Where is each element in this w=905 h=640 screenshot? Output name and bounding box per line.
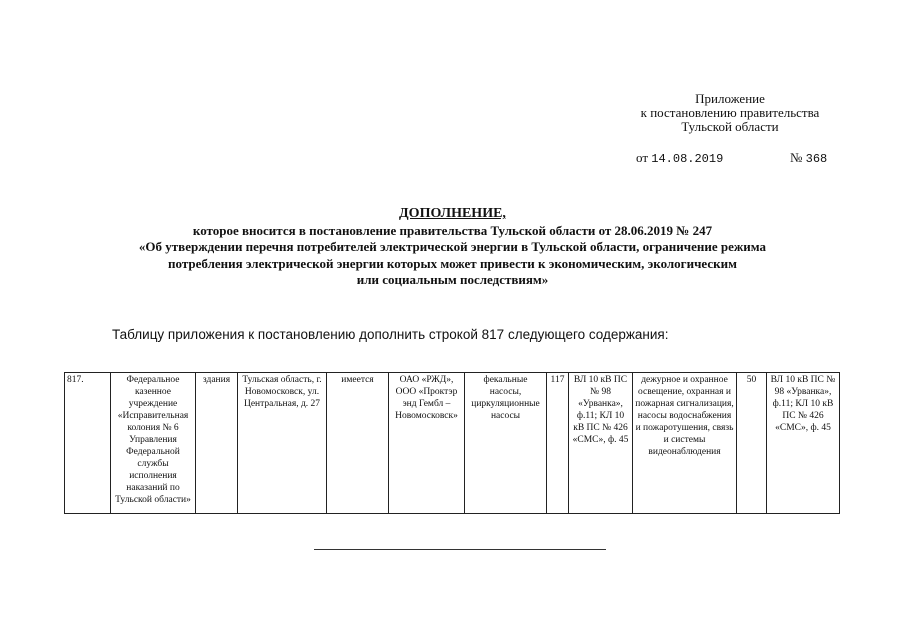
emergency-equipment-cell: дежурное и охранное освещение, охранная и пожарная сигнализация, насосы водоснабжения и пожаротушения, связь и системы видеонаблюдения [633,373,737,514]
availability-cell: имеется [327,373,389,514]
power-lines-cell: ВЛ 10 кВ ПС № 98 «Урванка», ф.11; КЛ 10 кВ ПС № 426 «СМС», ф. 45 [569,373,633,514]
row-number-cell: 817. [65,373,111,514]
resolution-number: 368 [805,152,828,166]
power-value-cell: 117 [547,373,569,514]
appendix-block [600,92,860,134]
emergency-power-cell: 50 [737,373,767,514]
equipment-cell: фекальные насосы, циркуляционные насосы [465,373,547,514]
appendix-line-3: Тульской области [681,119,779,134]
resolution-date: 14.08.2019 [651,152,724,166]
resolution-date-number [636,150,836,166]
document-heading [60,206,845,289]
table-row [65,373,840,514]
heading-line-4: или социальным последствиям» [356,272,549,287]
consumer-name-cell: Федеральное казенное учреждение «Исправительная колония № 6 Управления Федеральной службы исполнения наказаний по Тульской области» [111,373,196,514]
emergency-lines-cell: ВЛ 10 кВ ПС № 98 «Урванка», ф.11; КЛ 10 кВ ПС № 426 «СМС», ф. 45 [767,373,840,514]
address-cell: Тульская область, г. Новомосковск, ул. Центральная, д. 27 [238,373,327,514]
number-sign: № [790,150,803,165]
date-prefix: от [636,150,649,165]
heading-title: ДОПОЛНЕНИЕ, [399,206,506,221]
appendix-line-2: к постановлению правительства [640,105,820,120]
heading-line-2: «Об утверждении перечня потребителей электрической энергии в Тульской области, ограничение режима [138,239,767,254]
object-type-cell: здания [196,373,238,514]
closing-divider [314,549,606,550]
appendix-line-1: Приложение [695,91,765,106]
addition-table [64,372,840,514]
intro-paragraph: Таблицу приложения к постановлению дополнить строкой 817 следующего содержания: [112,327,669,342]
linked-consumers-cell: ОАО «РЖД», ООО «Проктэр энд Гембл – Новомосковск» [389,373,465,514]
heading-line-1: которое вносится в постановление правительства Тульской области от 28.06.2019 № 247 [192,222,713,238]
heading-line-3: потребления электрической энергии которых может привести к экономическим, экологическим [168,255,737,271]
